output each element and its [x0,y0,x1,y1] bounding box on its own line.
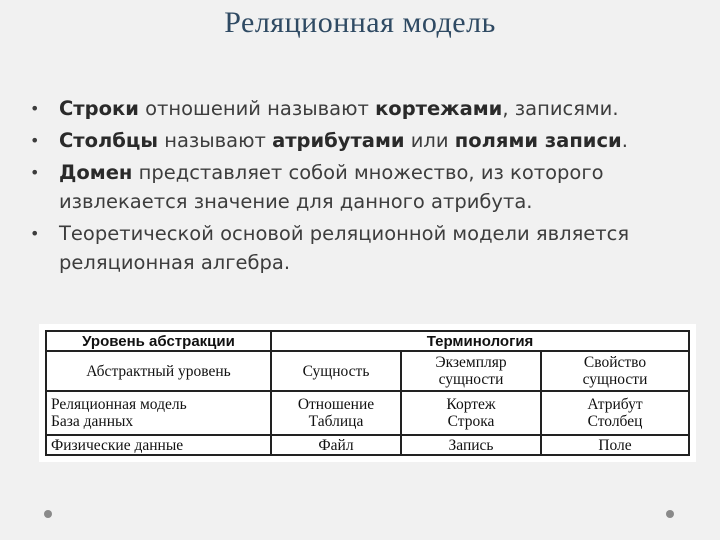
bold-term: Столбцы [59,129,158,152]
term-cell [541,391,689,435]
table-row [46,435,689,455]
level-cell: Физические данные [46,435,271,455]
term-cell-line: сущности [438,371,504,388]
table-row [46,391,689,435]
bullet-text: представляет собой множество, из которого извлекается значение для данного атрибута. [59,161,604,213]
term-cell: Файл [271,435,401,455]
term-cell [401,351,541,391]
bold-term: полями записи [454,129,622,152]
bullet-dot-icon: • [30,224,40,243]
term-cell: Запись [401,435,541,455]
term-cell: Поле [541,435,689,455]
term-cell-line: сущности [582,371,648,388]
bullet-dot-icon: • [30,163,40,182]
bullet-text: отношений называют [138,97,376,120]
bullet-item [30,219,700,277]
term-cell-line: Свойство [583,354,647,371]
term-cell [271,391,401,435]
bullet-dot-icon: • [30,99,40,118]
term-cell-line: Столбец [587,413,643,430]
bold-term: Домен [59,161,133,184]
terminology-table-container [39,324,696,462]
term-cell-line: Строка [447,413,495,430]
term-cell: Сущность [271,351,401,391]
term-cell [401,391,541,435]
bullet-text: называют [158,129,273,152]
term-cell-line: Экземпляр [435,354,507,371]
term-cell-line: Атрибут [587,396,643,413]
bullet-item [30,94,700,123]
level-cell-line: База данных [51,413,134,430]
bold-term: атрибутами [272,129,405,152]
bullet-text: , записями. [502,97,619,120]
right-nav-dot-icon [666,510,674,518]
term-cell-line: Отношение [297,396,375,413]
term-cell-line: Таблица [308,413,364,430]
header-terminology: Терминология [271,331,689,351]
bullet-dot-icon: • [30,131,40,150]
bullet-text: Теоретической основой реляционной модели является реляционная алгебра. [59,222,630,274]
level-cell [46,391,271,435]
term-cell [541,351,689,391]
term-cell-line: Кортеж [446,396,496,413]
terminology-table [45,330,690,456]
bullet-item [30,158,700,216]
bullet-list [30,94,700,280]
table-header-row [46,331,689,351]
bold-term: Строки [59,97,139,120]
table-row [46,351,689,391]
header-abstraction-level: Уровень абстракции [46,331,271,351]
slide-title: Реляционная модель [224,6,496,39]
left-nav-dot-icon [44,510,52,518]
level-cell: Абстрактный уровень [46,351,271,391]
bullet-text: . [621,129,628,152]
bold-term: кортежами [375,97,503,120]
bullet-text: или [404,129,455,152]
level-cell-line: Реляционная модель [51,396,187,413]
bullet-item [30,126,700,155]
